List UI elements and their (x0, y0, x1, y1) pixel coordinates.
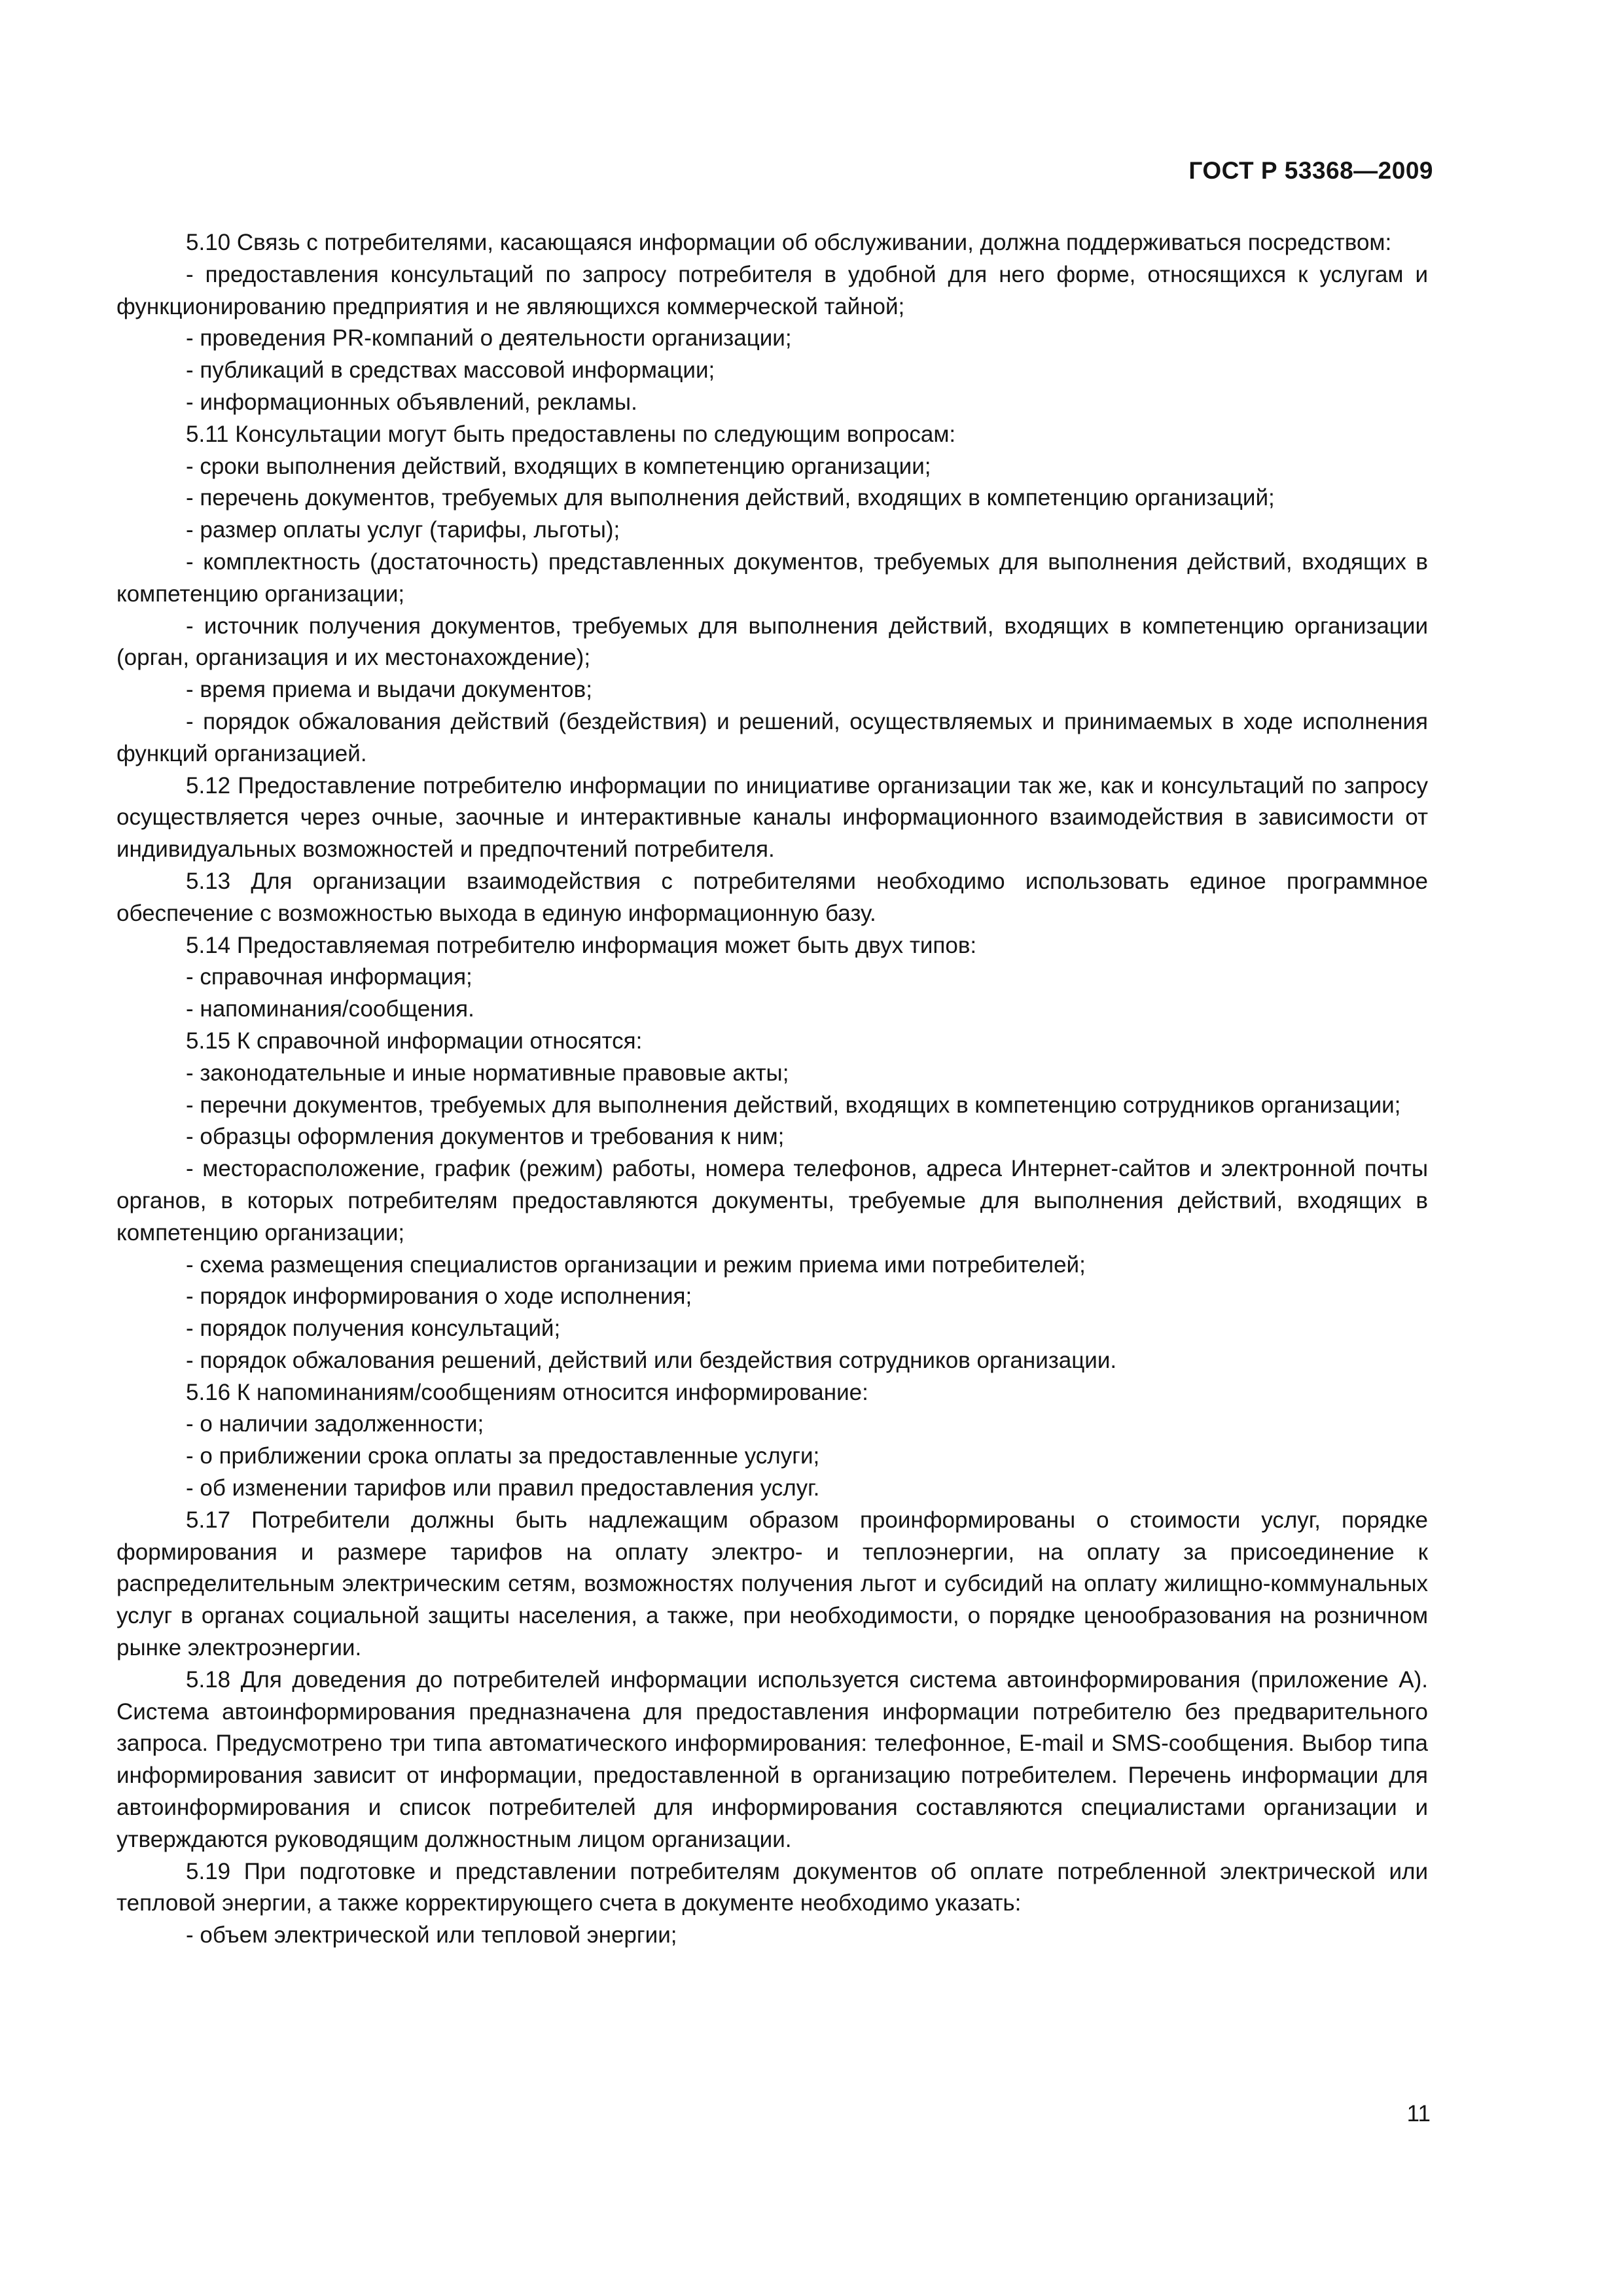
paragraph: 5.13 Для организации взаимодействия с потребителями необходимо использовать единое программное обеспечение с возможностью выхода в единую информационную базу. (116, 868, 1428, 926)
paragraph: 5.18 Для доведения до потребителей информации используется система автоинформирования (приложение А). Система автоинформирования предназначена для предоставления информации потребителю без предварительного запроса. Предусмотрено три типа автоматического информирования: телефонное, E-mail и SMS-сообщения. Выбор типа информирования зависит от информации, предоставленной в организацию потребителем. Перечень информации для автоинформирования и список потребителей для информирования составляются специалистами организации и утверждаются руководящим должностным лицом организации. (116, 1666, 1428, 1852)
paragraph: - комплектность (достаточность) представленных документов, требуемых для выполнения действий, входящих в компетенцию организации; (116, 548, 1428, 607)
paragraph: - законодательные и иные нормативные правовые акты; (186, 1060, 789, 1086)
paragraph: - размер оплаты услуг (тарифы, льготы); (186, 517, 620, 543)
paragraph: - информационных объявлений, рекламы. (186, 389, 637, 415)
paragraph: - о наличии задолженности; (186, 1411, 484, 1437)
paragraph: 5.12 Предоставление потребителю информации по инициативе организации так же, как и консультаций по запросу осуществляется через очные, заочные и интерактивные каналы информационного взаимодействия в зависимости от индивидуальных возможностей и предпочтений потребителя. (116, 772, 1428, 863)
paragraph: - перечень документов, требуемых для выполнения действий, входящих в компетенцию организаций; (186, 485, 1275, 511)
paragraph: 5.10 Связь с потребителями, касающаяся информации об обслуживании, должна поддерживаться посредством: (186, 230, 1392, 255)
paragraph: - месторасположение, график (режим) работы, номера телефонов, адреса Интернет-сайтов и электронной почты органов, в которых потребителям предоставляются документы, требуемые для выполнения действий, входящих в компетенцию организации; (116, 1156, 1428, 1246)
paragraph: - порядок обжалования решений, действий или бездействия сотрудников организации. (186, 1347, 1117, 1373)
paragraph: - о приближении срока оплаты за предоставленные услуги; (186, 1443, 820, 1469)
paragraph: - объем электрической или тепловой энергии; (186, 1922, 677, 1948)
paragraph: - предоставления консультаций по запросу потребителя в удобной для него форме, относящихся к услугам и функционированию предприятия и не являющихся коммерческой тайной; (116, 261, 1428, 319)
paragraph: - порядок информирования о ходе исполнения; (186, 1283, 692, 1310)
paragraph: - публикаций в средствах массовой информации; (186, 357, 715, 384)
paragraph: - порядок получения консультаций; (186, 1316, 561, 1342)
document-number-header: ГОСТ Р 53368—2009 (1188, 157, 1433, 184)
paragraph: 5.17 Потребители должны быть надлежащим образом проинформированы о стоимости услуг, порядке формирования и размере тарифов на оплату электро- и теплоэнергии, на оплату за присоединение к распределительным электрическим сетям, возможностях получения льгот и субсидий на оплату жилищно-коммунальных услуг в органах социальной защиты населения, а также, при необходимости, о порядке ценообразования на розничном рынке электроэнергии. (116, 1507, 1428, 1661)
paragraph: - порядок обжалования действий (бездействия) и решений, осуществляемых и принимаемых в ходе исполнения функций организацией. (116, 708, 1428, 766)
paragraph: - образцы оформления документов и требования к ним; (186, 1124, 785, 1150)
paragraph: - об изменении тарифов или правил предоставления услуг. (186, 1475, 820, 1501)
paragraph: - проведения PR-компаний о деятельности организации; (186, 325, 792, 351)
page-number: 11 (1406, 2101, 1431, 2126)
paragraph: 5.15 К справочной информации относятся: (186, 1028, 643, 1054)
paragraph: - схема размещения специалистов организации и режим приема ими потребителей; (186, 1251, 1086, 1278)
paragraph: 5.14 Предоставляемая потребителю информация может быть двух типов: (186, 932, 977, 958)
document-body (116, 227, 1428, 1952)
paragraph: - источник получения документов, требуемых для выполнения действий, входящих в компетенцию организации (орган, организация и их местонахождение); (116, 613, 1428, 671)
paragraph: 5.11 Консультации могут быть предоставлены по следующим вопросам: (186, 421, 956, 447)
paragraph: 5.19 При подготовке и представлении потребителям документов об оплате потребленной электрической или тепловой энергии, а также корректирующего счета в документе необходимо указать: (116, 1858, 1428, 1916)
paragraph: - перечни документов, требуемых для выполнения действий, входящих в компетенцию сотрудников организации; (186, 1092, 1401, 1118)
paragraph: - напоминания/сообщения. (186, 996, 474, 1022)
paragraph: - справочная информация; (186, 964, 473, 990)
paragraph: - время приема и выдачи документов; (186, 677, 592, 703)
paragraph: 5.16 К напоминаниям/сообщениям относится информирование: (186, 1379, 868, 1405)
paragraph: - сроки выполнения действий, входящих в компетенцию организации; (186, 453, 931, 479)
